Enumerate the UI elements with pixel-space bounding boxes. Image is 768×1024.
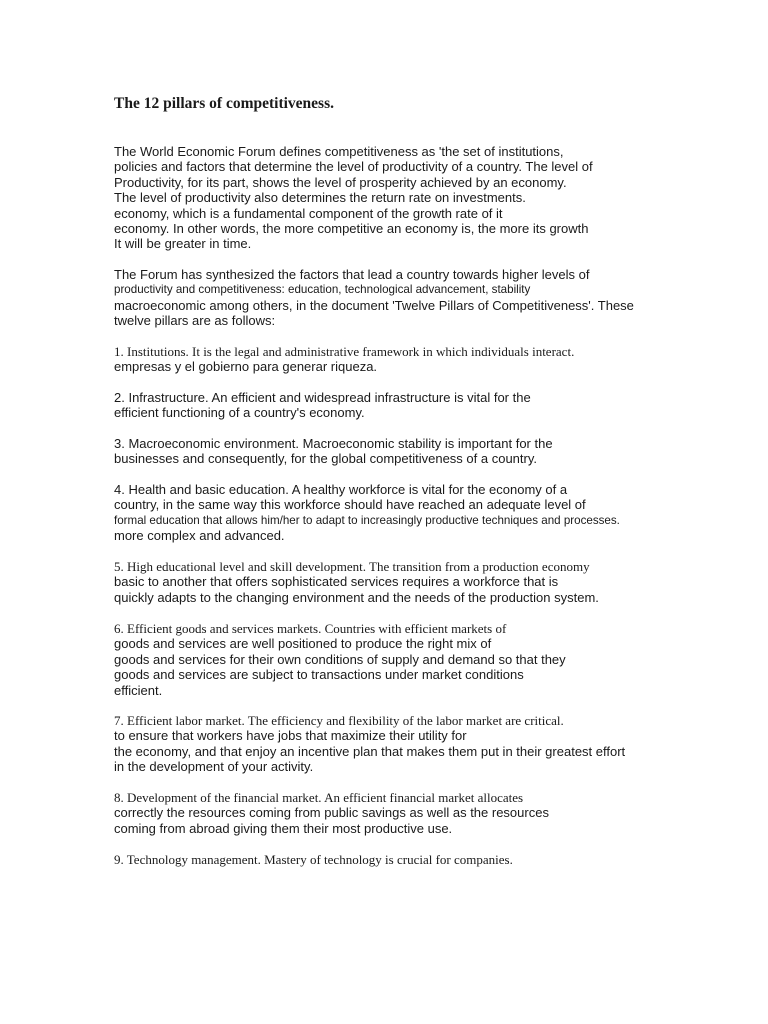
text-line: 1. Institutions. It is the legal and administrative framework in which individuals interact. bbox=[114, 344, 575, 359]
text-line: goods and services are well positioned to produce the right mix of bbox=[114, 636, 492, 652]
text-line: 4. Health and basic education. A healthy workforce is vital for the economy of a bbox=[114, 482, 568, 497]
text-line: goods and services are subject to transactions under market conditions bbox=[114, 667, 524, 683]
text-line: 3. Macroeconomic environment. Macroeconomic stability is important for the bbox=[114, 436, 553, 451]
pillar-7 bbox=[114, 713, 625, 775]
pillar-6 bbox=[114, 621, 566, 698]
text-line: in the development of your activity. bbox=[114, 759, 314, 775]
text-line: 5. High educational level and skill development. The transition from a production economy bbox=[114, 559, 590, 574]
text-line: country, in the same way this workforce should have reached an adequate level of bbox=[114, 497, 586, 513]
pillar-8 bbox=[114, 790, 549, 836]
text-line: the economy, and that enjoy an incentive plan that makes them put in their greatest effort bbox=[114, 743, 626, 759]
document-title: The 12 pillars of competitiveness. bbox=[114, 95, 334, 112]
text-line: quickly adapts to the changing environment and the needs of the production system. bbox=[114, 589, 599, 605]
text-line: 6. Efficient goods and services markets. Countries with efficient markets of bbox=[114, 621, 507, 636]
pillar-1 bbox=[114, 344, 574, 375]
text-line: 8. Development of the financial market. An efficient financial market allocates bbox=[114, 790, 524, 805]
text-line: twelve pillars are as follows: bbox=[114, 313, 276, 329]
text-line: efficient functioning of a country's economy. bbox=[114, 405, 365, 421]
text-line: 2. Infrastructure. An efficient and widespread infrastructure is vital for the bbox=[114, 390, 531, 405]
text-line: economy. In other words, the more competitive an economy is, the more its growth bbox=[114, 220, 589, 236]
text-line: Productivity, for its part, shows the level of prosperity achieved by an economy. bbox=[114, 174, 567, 190]
text-line: to ensure that workers have jobs that maximize their utility for bbox=[114, 728, 467, 744]
text-line: goods and services for their own conditions of supply and demand so that they bbox=[114, 651, 566, 667]
text-line: The Forum has synthesized the factors that lead a country towards higher levels of bbox=[114, 267, 590, 282]
paragraph-intro bbox=[114, 144, 593, 252]
text-line: businesses and consequently, for the global competitiveness of a country. bbox=[114, 451, 537, 467]
text-line: efficient. bbox=[114, 682, 163, 698]
text-line: economy, which is a fundamental component of the growth rate of it bbox=[114, 205, 503, 221]
pillar-3 bbox=[114, 436, 553, 467]
text-line: empresas y el gobierno para generar riqueza. bbox=[114, 359, 378, 375]
text-line: more complex and advanced. bbox=[114, 528, 285, 544]
text-line: coming from abroad giving them their most productive use. bbox=[114, 820, 453, 836]
text-line: The World Economic Forum defines competitiveness as 'the set of institutions, bbox=[114, 144, 564, 159]
text-line: policies and factors that determine the level of productivity of a country. The level of bbox=[114, 159, 593, 175]
text-line: formal education that allows him/her to adapt to increasingly productive techniques and processes. bbox=[114, 513, 620, 527]
text-line: 7. Efficient labor market. The efficiency and flexibility of the labor market are critical. bbox=[114, 713, 564, 728]
text-line: correctly the resources coming from public savings as well as the resources bbox=[114, 805, 549, 821]
pillar-4 bbox=[114, 482, 620, 544]
pillar-5 bbox=[114, 559, 599, 605]
text-line: basic to another that offers sophisticated services requires a workforce that is bbox=[114, 574, 559, 590]
text-line: It will be greater in time. bbox=[114, 236, 252, 252]
pillar-9 bbox=[114, 852, 513, 867]
pillar-2 bbox=[114, 390, 531, 421]
paragraph-forum bbox=[114, 267, 634, 329]
text-line: 9. Technology management. Mastery of technology is crucial for companies. bbox=[114, 852, 513, 867]
text-line: The level of productivity also determines the return rate on investments. bbox=[114, 190, 526, 206]
text-line: productivity and competitiveness: education, technological advancement, stability bbox=[114, 283, 531, 297]
text-line: macroeconomic among others, in the document 'Twelve Pillars of Competitiveness'. These bbox=[114, 297, 634, 313]
